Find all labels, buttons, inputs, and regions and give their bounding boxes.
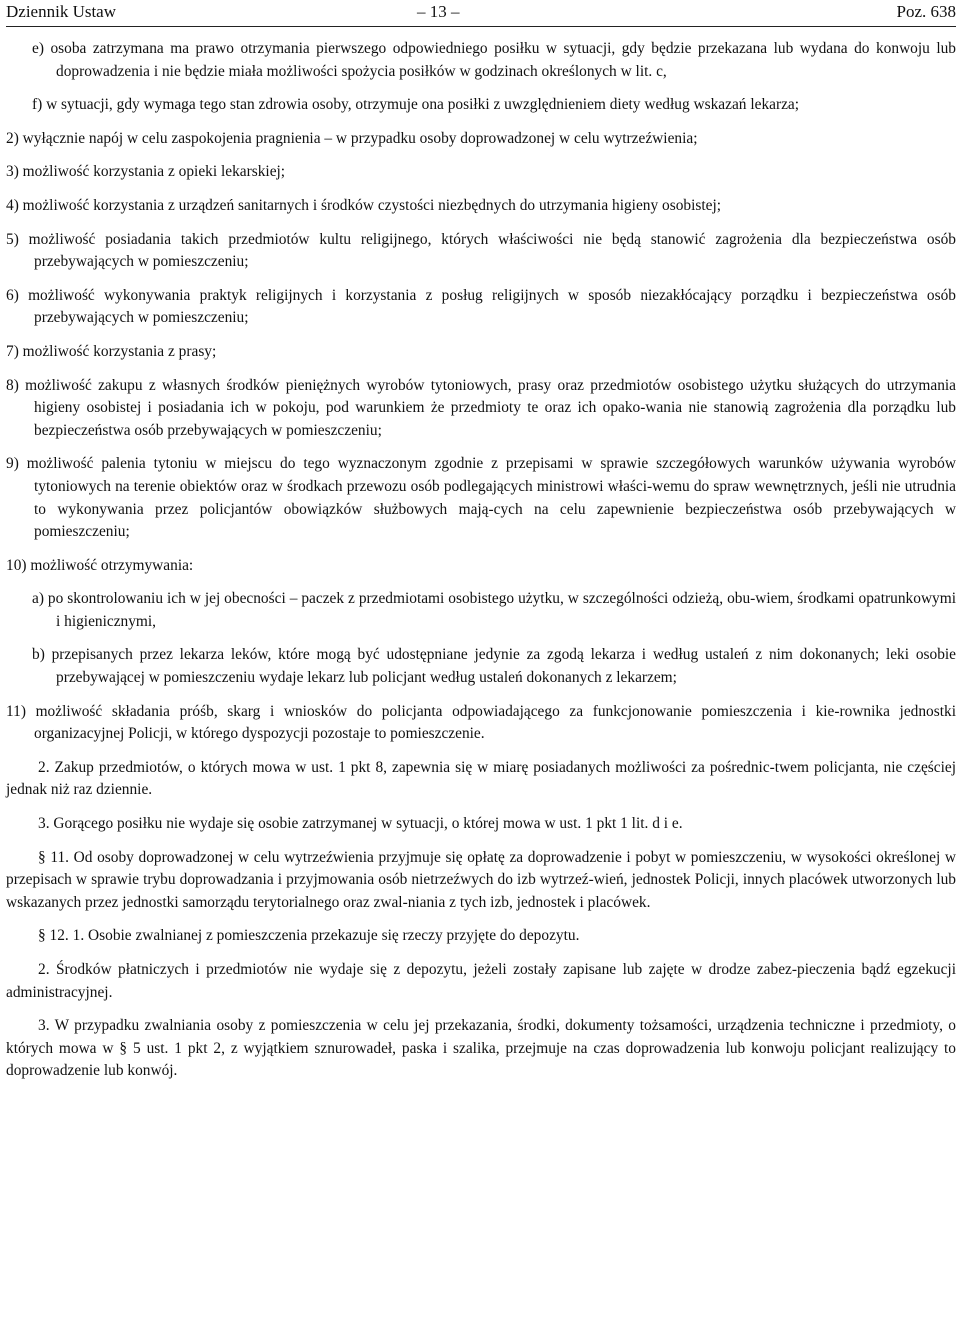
paragraph-item-7: 7) możliwość korzystania z prasy; <box>6 342 217 360</box>
section-12-ust-1: § 12. 1. Osobie zwalnianej z pomieszczenia przekazuje się rzeczy przyjęte do depozytu. <box>38 927 580 945</box>
page-header <box>6 0 956 27</box>
paragraph-item-11: 11) możliwość składania próśb, skarg i wniosków do policjanta odpowiadającego za funkcjonowanie pomieszczenia i kie-rownika jednostki organizacyjnej Policji, w którego dyspozycji pozostaje to pomieszczenie. <box>6 702 956 743</box>
paragraph-item-8: 8) możliwość zakupu z własnych środków pieniężnych wyrobów tytoniowych, prasy oraz przedmiotów osobistego użytku służących do utrzymania higieny osobistej i posiadania ich w pokoju, pod warunkiem że przedmioty te oraz ich opako-wania nie stanowią zagrożenia dla porządku lub bezpieczeństwa osób przebywających w pomieszczeniu; <box>6 376 956 439</box>
paragraph-ust-2: 2. Zakup przedmiotów, o których mowa w ust. 1 pkt 8, zapewnia się w miarę posiadanych możliwości za pośrednic-twem policjanta, nie częściej jednak niż raz dziennie. <box>6 758 956 799</box>
paragraph-item-10a: a) po skontrolowaniu ich w jej obecności – paczek z przedmiotami osobistego użytku, w szczególności odzieżą, obu-wiem, środkami opatrunkowymi i higienicznymi, <box>32 590 956 630</box>
paragraph-item-f: f) w sytuacji, gdy wymaga tego stan zdrowia osoby, otrzymuje ona posiłki z uwzględnieniem diety według wskazań lekarza; <box>32 96 800 114</box>
paragraph-item-5: 5) możliwość posiadania takich przedmiotów kultu religijnego, których właściwości nie będą stanowić zagrożenia dla bezpieczeństwa osób przebywających w pomieszczeniu; <box>6 230 956 271</box>
paragraph-item-10: 10) możliwość otrzymywania: <box>6 556 194 574</box>
paragraph-item-10b: b) przepisanych przez lekarza leków, które mogą być udostępniane jedynie za zgodą lekarza i według ustaleń z nim dokonanych; leki osobie przebywającej w pomieszczeniu wydaje lekarz lub policjant według ustaleń dokonanych z lekarzem; <box>32 646 956 687</box>
position-number: Poz. 638 <box>896 2 956 21</box>
section-11: § 11. Od osoby doprowadzonej w celu wytrzeźwienia przyjmuje się opłatę za doprowadzenie i pobyt w pomieszczeniu, w wysokości określonej w przepisach w sprawie trybu doprowadzania i przyjmowania osób nietrzeźwych do izb wytrzeź-wień, jednostek Policji, innych placówek utworzonych lub wskazanych przez jednostki samorządu terytorialnego oraz zwal-niania z tych izb, jednostek i placówek. <box>6 848 956 911</box>
paragraph-ust-3: 3. Gorącego posiłku nie wydaje się osobie zatrzymanej w sytuacji, o której mowa w ust. 1 pkt 1 lit. d i e. <box>38 815 683 833</box>
paragraph-item-2: 2) wyłącznie napój w celu zaspokojenia pragnienia – w przypadku osoby doprowadzonej w celu wytrzeźwienia; <box>6 129 698 147</box>
paragraph-item-e: e) osoba zatrzymana ma prawo otrzymania pierwszego odpowiedniego posiłku w sytuacji, gdy będzie przekazana lub wydana do konwoju lub doprowadzenia i nie będzie miała możliwości spożycia posiłków w godzinach określonych w lit. c, <box>32 40 956 80</box>
section-12-ust-3: 3. W przypadku zwalniania osoby z pomieszczenia w celu jej przekazania, środki, dokumenty tożsamości, urządzenia techniczne i przedmioty, o których mowa w § 5 ust. 1 pkt 2, z wyjątkiem sznurowadeł, paska i szalika, przejmuje na czas doprowadzenia lub konwoju policjant realizujący to doprowadzenie lub konwój. <box>6 1017 956 1080</box>
paragraph-item-3: 3) możliwość korzystania z opieki lekarskiej; <box>6 163 286 181</box>
section-12-ust-2: 2. Środków płatniczych i przedmiotów nie wydaje się z depozytu, jeżeli zostały zapisane lub zajęte w drodze zabez-pieczenia bądź egzekucji administracyjnej. <box>6 961 956 1001</box>
paragraph-item-6: 6) możliwość wykonywania praktyk religijnych i korzystania z posług religijnych w sposób niezakłócający porządku i bezpieczeństwa osób przebywających w pomieszczeniu; <box>6 286 956 327</box>
journal-title: Dziennik Ustaw <box>6 2 117 21</box>
paragraph-item-9: 9) możliwość palenia tytoniu w miejscu do tego wyznaczonym zgodnie z przepisami w sprawie szczegółowych warunków używania wyrobów tytoniowych na terenie obiektów oraz w środkach przewozu osób podlegających ministrowi właści-wemu do spraw wewnętrznych, jeśli nie utrudnia to wykonywania przez policjantów obowiązków służbowych mają-cych na celu zapewnienie bezpieczeństwa osób przebywających w pomieszczeniu; <box>6 455 956 541</box>
document-body <box>6 38 956 1083</box>
page-number: – 13 – <box>417 2 460 21</box>
paragraph-item-4: 4) możliwość korzystania z urządzeń sanitarnych i środków czystości niezbędnych do utrzymania higieny osobistej; <box>6 196 722 214</box>
